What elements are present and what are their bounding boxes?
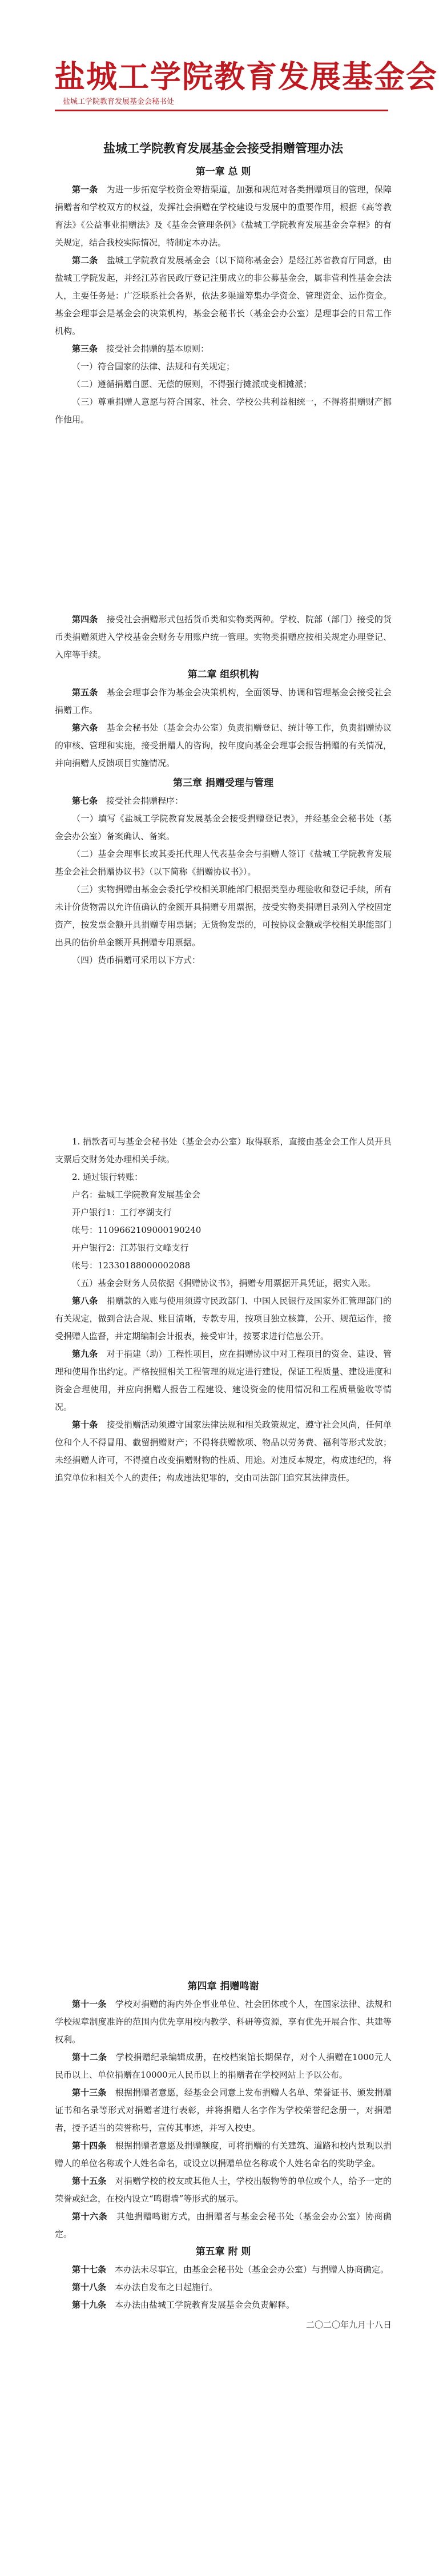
article-label: 第五条: [72, 687, 98, 698]
article-label: 第十条: [72, 1420, 98, 1430]
article-1: [55, 181, 392, 252]
article-text: 根据捐赠者意愿，经基金会同意上发布捐赠人名单、荣誉证书、颁发捐赠证书和名录等形式对捐赠者进行表彰，并将捐赠人名字作为学校荣誉纪念册一，对捐赠者，授予适当的荣誉称号，宣传其事迹，并写入校史。: [55, 2087, 392, 2133]
article-13: [55, 2084, 392, 2137]
article-label: 第八条: [72, 1296, 98, 1306]
article-text: 接受社会捐赠的基本原则：: [106, 344, 210, 354]
article-8: [55, 1292, 392, 1345]
article-4: [55, 611, 392, 664]
article-label: 第三条: [72, 344, 98, 354]
article-label: 第四条: [72, 614, 98, 624]
article-9: [55, 1345, 392, 1416]
article-12: [55, 2049, 392, 2084]
clause: （二）遵循捐赠自愿、无偿的原则，不得强行摊派或变相摊派；: [72, 379, 312, 389]
article-text: 对于捐建（助）工程性项目，应在捐赠协议中对工程项目的资金、建设、管理和使用作出约定。严格按照相关工程管理的规定进行建设，保证工程质量、建设进度和资金合理使用，并应向捐赠人报告工程建设、建设资金的使用情况和工程质量验收等情况。: [55, 1349, 392, 1412]
article-text: 接受社会捐赠形式包括货币类和实物类两种。学校、院部（部门）接受的货币类捐赠须进入学校基金会财务专用账户统一管理。实物类捐赠应按相关规定办理登记、入库等手续。: [55, 614, 392, 660]
account-number-1: 帐号：1109662109000190240: [72, 1225, 202, 1235]
article-label: 第六条: [72, 723, 98, 733]
article-text: 本办法自发布之日起施行。: [115, 2282, 218, 2292]
article-text: 基金会理事会作为基金会决策机构，全面领导、协调和管理基金会接受社会捐赠工作。: [55, 687, 392, 715]
document-title: 盐城工学院教育发展基金会接受捐赠管理办法: [103, 141, 343, 155]
bank-2: 开户银行2：江苏银行文峰支行: [72, 1243, 189, 1253]
clause: （四）货币捐赠可采用以下方式：: [72, 955, 201, 965]
article-18: [55, 2279, 392, 2296]
section-chapter-1: [55, 139, 392, 429]
article-label: 第十四条: [72, 2140, 107, 2151]
page-header: [0, 0, 443, 131]
article-6: [55, 719, 392, 772]
clause: （二）基金会理事长或其委托代理人代表基金会与捐赠人签订《盐城工学院教育发展基金会社会捐赠协议书》（以下简称《捐赠协议书》）。: [55, 849, 392, 877]
bank-1: 开户银行1：工行亭湖支行: [72, 1207, 172, 1218]
foundation-title: 盐城工学院教育发展基金会: [54, 58, 438, 95]
article-text: 盐城工学院教育发展基金会（以下简称基金会）是经江苏省教育厅同意，由盐城工学院发起，并经江苏省民政厅登记注册成立的非公募基金会，属非营利性基金会法人，主要任务是：广泛联系社会各界，依法多渠道筹集办学资金、管理资金、运作资金。基金会理事会是基金会的决策机构，基金会秘书长（基金会办公室）是理事会的日常工作机构。: [55, 255, 392, 336]
account-name: 户名：盐城工学院教育发展基金会: [72, 1190, 201, 1200]
article-text: 接受捐赠活动须遵守国家法律法规和相关政策规定，遵守社会风尚，任何单位和个人不得冒用、截留捐赠财产；不得将获赠款项、物品以劳务费、福利等形式发放；未经捐赠人许可，不得擅自改变捐赠财物的性质、用途。对违反本规定，构成违纪的，将追究单位和相关个人的责任；构成违法犯罪的，交由司法部门追究其法律责任。: [55, 1420, 392, 1483]
article-text: 为进一步拓宽学校资金筹措渠道，加强和规范对各类捐赠项目的管理，保障捐赠者和学校双方的权益，发挥社会捐赠在学校建设与发展中的重要作用，根据《高等教育法》《公益事业捐赠法》及《基金会管理条例》《盐城工学院教育发展基金会章程》的有关规定，结合我校实际情况，特制定本办法。: [55, 184, 392, 248]
article-label: 第十二条: [72, 2052, 107, 2062]
chapter-2-heading: 第二章 组织机构: [187, 669, 259, 680]
issue-date: 二〇二〇年九月十八日: [305, 2320, 392, 2330]
chapter-4-heading: 第四章 捐赠鸣谢: [187, 1981, 259, 1992]
article-text: 接受社会捐赠程序：: [106, 796, 184, 806]
article-5: [55, 684, 392, 719]
article-label: 第十三条: [72, 2087, 107, 2098]
account-number-2: 帐号：12330188000002088: [72, 1260, 191, 1271]
article-label: 第九条: [72, 1349, 98, 1359]
article-text: 捐赠款的入账与使用须遵守民政部门、中国人民银行及国家外汇管理部门的有关规定，做到合法合规、账目清晰，专款专用，按项目独立核算，公开、规范运作，接受捐赠人监督，并定期编制会计报表，接受审计，按要求进行信息公开。: [55, 1296, 392, 1341]
article-text: 学校对捐赠的海内外企事业单位、社会团体或个人，在国家法律、法规和学校规章制度准许的范围内优先享用校内教学、科研等资源，享有优先开展合作、共建等权利。: [55, 1999, 392, 2045]
article-label: 第十五条: [72, 2176, 107, 2186]
article-text: 本办法未尽事宜，由基金会秘书处（基金会办公室）与捐赠人协商确定。: [115, 2264, 389, 2275]
article-text: 学校捐赠纪录编辑成册，在校档案馆长期保存，对个人捐赠在1000元人民币以上、单位捐赠在10000元人民币以上的捐赠者在学校网站上予以公布。: [55, 2052, 392, 2080]
article-3: [55, 340, 392, 358]
section-chapter-2-3: [55, 611, 392, 969]
article-15: [55, 2172, 392, 2208]
chapter-5-heading: 第五章 附 则: [195, 2246, 251, 2257]
article-label: 第二条: [72, 255, 98, 265]
article-label: 第十一条: [72, 1999, 107, 2009]
article-7: [55, 792, 392, 810]
clause: （三）尊重捐赠人意愿与符合国家、社会、学校公共利益相统一，不得将捐赠财产挪作他用。: [55, 397, 392, 425]
article-16: [55, 2208, 392, 2243]
article-text: 对捐赠学校的校友或其他人士，学校出版物等的单位或个人，给予一定的荣誉或纪念，在校内设立“鸣谢墙”等形式的展示。: [55, 2176, 392, 2204]
article-label: 第一条: [72, 184, 98, 195]
article-label: 第十九条: [72, 2300, 107, 2310]
article-text: 本办法由盐城工学院教育发展基金会负责解释。: [115, 2300, 295, 2310]
article-14: [55, 2137, 392, 2172]
chapter-1-heading: 第一章 总 则: [195, 166, 251, 178]
article-text: 基金会秘书处（基金会办公室）负责捐赠登记、统计等工作，负责捐赠协议的审核、管理和实施，接受捐赠人的咨询，按年度向基金会理事会报告捐赠的有关情况，并向捐赠人反馈项目实施情况。: [55, 723, 392, 768]
chapter-3-heading: 第三章 捐赠受理与管理: [173, 777, 273, 789]
article-label: 第十八条: [72, 2282, 107, 2292]
clause: （一）填写《盐城工学院教育发展基金会接受捐赠登记表》，并经基金会秘书处（基金会办公室）备案确认、备案。: [55, 813, 392, 841]
clause: （三）实物捐赠由基金会委托学校相关职能部门根据类型办理验收和登记手续，所有未计价货物需以允许值确认的金额开具捐赠专用票据，按受实物类捐赠目录列入学校固定资产，按发票金额开具捐赠专用票据；无货物发票的，可按协议金额或学校相关职能部门出具的估价单金额开具捐赠专用票据。: [55, 884, 392, 948]
article-label: 第七条: [72, 796, 98, 806]
clause: （一）符合国家的法律、法规和有关规定；: [72, 361, 235, 372]
article-text: 根据捐赠者意愿及捐赠额度，可将捐赠的有关建筑、道路和校内景观以捐赠人的单位名称或个人姓名命名，或设立以捐赠单位名称或个人姓名命名的奖助学金。: [55, 2140, 392, 2168]
payment-method-2: 2. 通过银行转账：: [72, 1172, 143, 1182]
section-chapter-4-5: [55, 1978, 392, 2331]
article-label: 第十六条: [72, 2211, 108, 2222]
article-label: 第十七条: [72, 2264, 107, 2275]
article-19: [55, 2296, 392, 2314]
header-red-rule: [55, 110, 388, 111]
section-bank-info: [55, 1133, 392, 1487]
article-10: [55, 1416, 392, 1487]
article-11: [55, 1996, 392, 2049]
article-2: [55, 252, 392, 340]
article-text: 其他捐赠鸣谢方式，由捐赠者与基金会秘书处（基金会办公室）协商确定。: [55, 2211, 392, 2239]
foundation-subtitle: 盐城工学院教育发展基金会秘书处: [63, 98, 175, 106]
article-17: [55, 2261, 392, 2279]
payment-method-1: 1. 捐款者可与基金会秘书处（基金会办公室）取得联系，直接由基金会工作人员开具支票后交财务处办理相关手续。: [55, 1136, 392, 1164]
clause: （五）基金会财务人员依据《捐赠协议书》，捐赠专用票据开具凭证，据实入账。: [72, 1278, 376, 1288]
